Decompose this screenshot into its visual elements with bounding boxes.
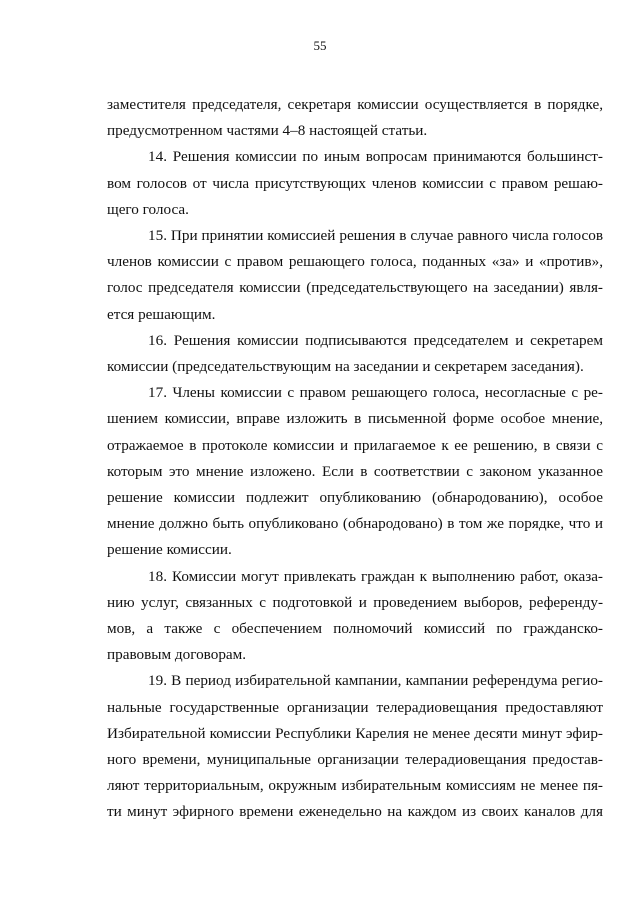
- page-number: 55: [313, 38, 327, 53]
- text-line: членов комиссии с правом решающего голоса, поданных «за» и «против»,: [107, 253, 603, 271]
- text-line: Избирательной комиссии Республики Карелия не менее десяти минут эфир-: [107, 724, 603, 742]
- text-line: предусмотренном частями 4–8 настоящей статьи.: [107, 122, 428, 140]
- text-line: 16. Решения комиссии подписываются председателем и секретарем: [148, 331, 603, 349]
- text-line: ного времени, муниципальные организации телерадиовещания предостав-: [107, 751, 603, 769]
- text-line: щего голоса.: [107, 200, 189, 218]
- text-line: ти минут эфирного времени еженедельно на каждом из своих каналов для: [107, 803, 603, 821]
- text-line: 19. В период избирательной кампании, кампании референдума регио-: [148, 672, 603, 690]
- text-line: решение комиссии.: [107, 541, 232, 559]
- text-line: правовым договорам.: [107, 646, 247, 664]
- text-line: мнение должно быть опубликовано (обнародовано) в том же порядке, что и: [107, 515, 603, 533]
- text-line: отражаемое в протоколе комиссии и прилагаемое к ее решению, в связи с: [107, 436, 603, 454]
- document-body: [107, 92, 603, 826]
- paragraph-18: [107, 564, 603, 669]
- text-line: 17. Члены комиссии с правом решающего голоса, несогласные с ре-: [148, 384, 603, 402]
- text-line: нию услуг, связанных с подготовкой и проведением выборов, референду-: [107, 593, 603, 611]
- text-line: мов, а также с обеспечением полномочий комиссий по гражданско-: [107, 620, 603, 638]
- paragraph-15: [107, 223, 603, 328]
- text-line: заместителя председателя, секретаря комиссии осуществляется в порядке,: [107, 96, 603, 113]
- text-line: шением комиссии, вправе изложить в письменной форме особое мнение,: [107, 410, 603, 428]
- text-line: решение комиссии подлежит опубликованию (обнародованию), особое: [107, 489, 603, 507]
- paragraph-17: [107, 380, 603, 563]
- text-line: ется решающим.: [107, 305, 216, 323]
- text-line: голос председателя комиссии (председательствующего на заседании) явля-: [107, 279, 603, 297]
- text-line: 14. Решения комиссии по иным вопросам принимаются большинст-: [148, 148, 603, 166]
- text-line: которым это мнение изложено. Если в соответствии с законом указанное: [107, 462, 603, 480]
- text-line: 18. Комиссии могут привлекать граждан к выполнению работ, оказа-: [148, 567, 603, 585]
- paragraph-continuation: [107, 92, 603, 144]
- text-line: ляют территориальным, окружным избирательным комиссиям не менее пя-: [107, 777, 603, 795]
- paragraph-19: [107, 668, 603, 825]
- text-line: нальные государственные организации телерадиовещания предоставляют: [107, 698, 603, 716]
- text-line: 15. При принятии комиссией решения в случае равного числа голосов: [148, 227, 603, 245]
- paragraph-14: [107, 144, 603, 223]
- paragraph-16: [107, 328, 603, 380]
- text-line: вом голосов от числа присутствующих членов комиссии с правом решаю-: [107, 174, 603, 192]
- text-line: комиссии (председательствующим на заседании и секретарем заседания).: [107, 358, 584, 376]
